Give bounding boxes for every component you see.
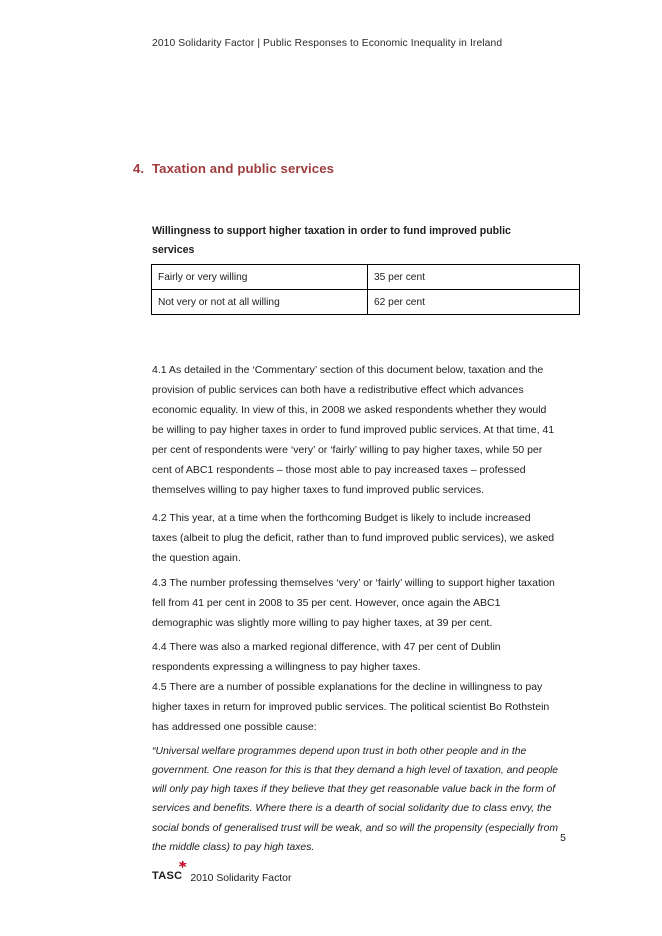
section-heading (133, 161, 563, 176)
section-number: 4. (133, 161, 145, 176)
table-cell-value: 35 per cent (368, 265, 580, 290)
table-cell-value: 62 per cent (368, 290, 580, 315)
tasc-flourish-icon (177, 860, 188, 871)
table-cell-label: Not very or not at all willing (152, 290, 368, 315)
running-header: 2010 Solidarity Factor | Public Responses to Economic Inequality in Ireland (152, 38, 503, 49)
block-quote: “Universal welfare programmes depend upon trust in both other people and in the government. One reason for this is that they demand a high level of taxation, and people will only pay high taxes if they believe that they get reasonable value back in the form of services and benefits. Where there is a dearth of social solidarity due to class envy, the social bonds of generalised trust will be weak, and so will the propensity (especially from the middle class) to pay high taxes. (152, 746, 559, 853)
paragraph-4-5: 4.5 There are a number of possible explanations for the decline in willingness to pay higher taxes in return for improved public services. The political scientist Bo Rothstein has addressed one possible cause: (152, 680, 550, 733)
willingness-table (151, 264, 580, 315)
page-number: 5 (560, 832, 566, 844)
paragraph-4-2: 4.2 This year, at a time when the forthcoming Budget is likely to include increased taxes (albeit to plug the deficit, rather than to fund improved public services), we asked the question again. (152, 511, 555, 564)
section-title: Taxation and public services (152, 161, 335, 176)
table-cell-label: Fairly or very willing (152, 265, 368, 290)
footer-label: 2010 Solidarity Factor (190, 873, 292, 884)
table-row (152, 265, 580, 290)
tasc-logo-text: TASC (152, 870, 183, 882)
table-caption: Willingness to support higher taxation in order to fund improved public services (152, 225, 511, 256)
paragraph-4-4: 4.4 There was also a marked regional difference, with 47 per cent of Dublin respondents expressing a willingness to pay higher taxes. (152, 640, 501, 673)
document-footer (152, 864, 291, 884)
paragraph-4-1: 4.1 As detailed in the ‘Commentary’ section of this document below, taxation and the provision of public services can both have a redistributive effect which advances economic equality. In view of this, in 2008 we asked respondents whether they would be willing to pay higher taxes in order to fund improved public services. At that time, 41 per cent of respondents were ‘very’ or ‘fairly’ willing to pay higher taxes, while 50 per cent of ABC1 respondents – those most able to pay increased taxes – professed themselves willing to pay higher taxes to fund improved public services. (152, 363, 555, 497)
paragraph-4-3: 4.3 The number professing themselves ‘very’ or ‘fairly’ willing to support higher taxation fell from 41 per cent in 2008 to 35 per cent. However, once again the ABC1 demographic was slightly more willing to pay higher taxes, at 39 per cent. (152, 576, 555, 629)
tasc-logo (152, 866, 182, 884)
table-row (152, 290, 580, 315)
